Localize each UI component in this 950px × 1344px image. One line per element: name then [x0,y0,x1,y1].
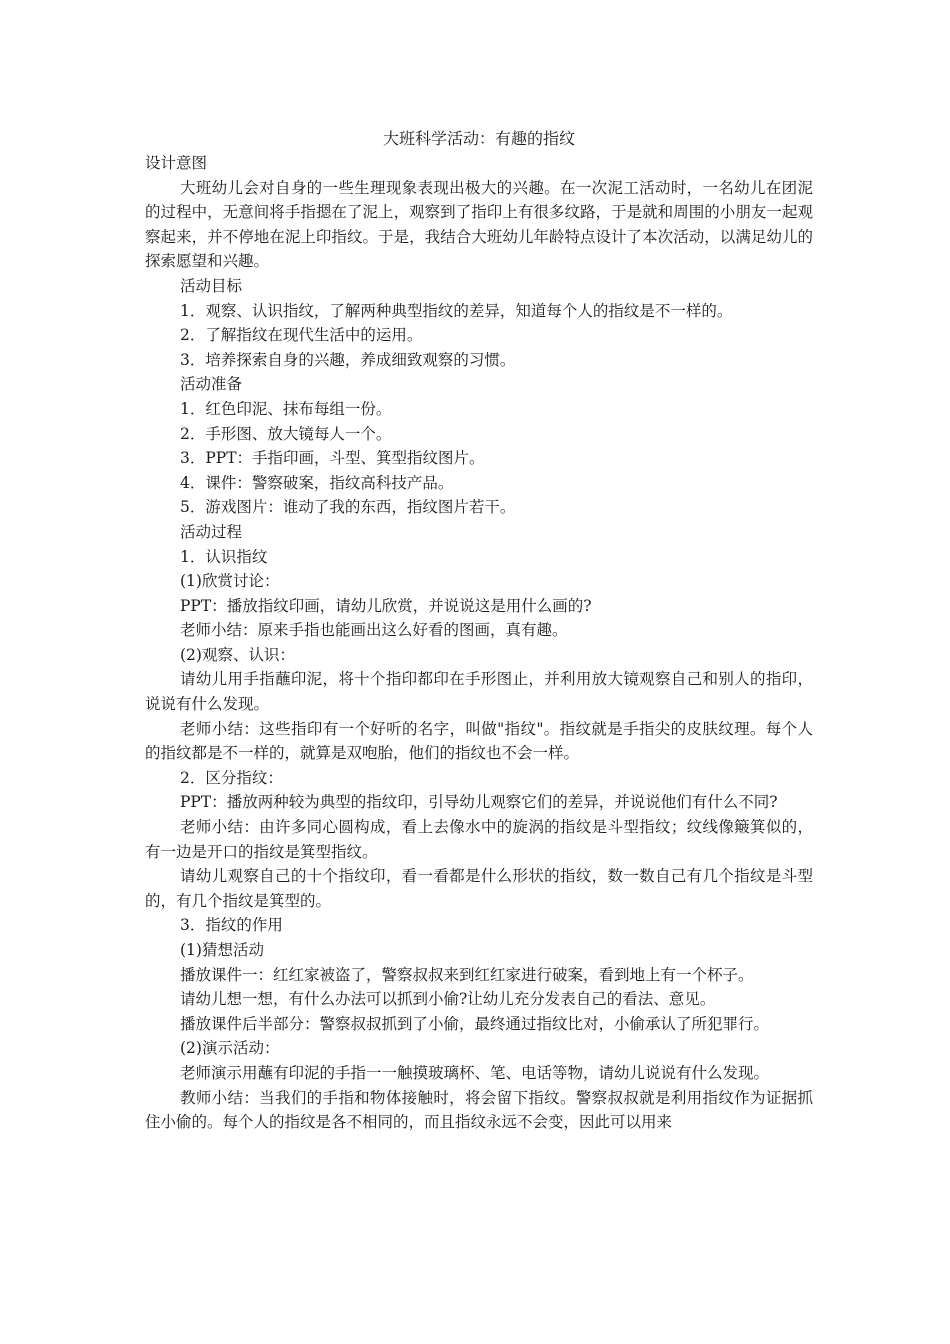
paragraph: PPT：播放两种较为典型的指纹印，引导幼儿观察它们的差异，并说说他们有什么不同? [180,793,778,812]
paragraph: 请幼儿想一想，有什么办法可以抓到小偷?让幼儿充分发表自己的看法、意见。 [180,990,716,1009]
paragraph: 4．课件：警察破案，指纹高科技产品。 [180,473,454,492]
paragraph: 播放课件一：红红家被盗了，警察叔叔来到红红家进行破案，看到地上有一个杯子。 [180,965,754,984]
paragraph: 1．红色印泥、抹布每组一份。 [180,399,392,418]
paragraph: 活动目标 [180,276,243,295]
paragraph: (1)猜想活动 [180,941,264,959]
paragraph: (1)欣赏讨论： [180,572,280,591]
document-title: 大班科学活动：有趣的指纹 [382,129,575,148]
paragraph: (2)演示活动： [180,1039,280,1058]
paragraph: 教师小结：当我们的手指和物体接触时，将会留下指纹。警察叔叔就是利用指纹作为证据抓住小偷的。每个人的指纹是各不相同的，而且指纹永远不会变，因此可以用来 [145,1088,813,1132]
paragraph: 3．PPT：手指印画，斗型、箕型指纹图片。 [180,449,485,468]
paragraph: 老师演示用蘸有印泥的手指一一触摸玻璃杯、笔、电话等物，请幼儿说说有什么发现。 [180,1063,770,1082]
paragraph: 1．认识指纹 [180,547,268,566]
paragraph-list [145,151,813,1135]
paragraph: 播放课件后半部分：警察叔叔抓到了小偷，最终通过指纹比对，小偷承认了所犯罪行。 [180,1014,770,1033]
paragraph: 活动准备 [180,375,243,394]
paragraph: 老师小结：由许多同心圆构成，看上去像水中的旋涡的指纹是斗型指纹；纹线像簸箕似的，有一边是开口的指纹是箕型指纹。 [145,818,813,861]
paragraph: 2．了解指纹在现代生活中的运用。 [180,326,423,345]
paragraph: 3．指纹的作用 [180,916,283,935]
paragraph: 请幼儿观察自己的十个指纹印，看一看都是什么形状的指纹，数一数自己有几个指纹是斗型的，有几个指纹是箕型的。 [145,867,813,910]
document-body [145,127,813,1135]
paragraph: 老师小结：这些指印有一个好听的名字，叫做"指纹"。指纹就是手指尖的皮肤纹理。每个人的指纹都是不一样的，就算是双咆胎，他们的指纹也不会一样。 [145,719,813,763]
paragraph: 2．区分指纹： [180,768,283,787]
paragraph: 2．手形图、放大镜每人一个。 [180,424,392,443]
paragraph: 老师小结：原来手指也能画出这么好看的图画，真有趣。 [180,621,568,640]
paragraph: 大班幼儿会对自身的一些生理现象表现出极大的兴趣。在一次泥工活动时，一名幼儿在团泥的过程中，无意间将手指摁在了泥上，观察到了指印上有很多纹路，于是就和周围的小朋友一起观察起来，并不停地在泥上印指纹。于是，我结合大班幼儿年龄特点设计了本次活动，以满足幼儿的探索愿望和兴趣。 [145,178,813,271]
paragraph: 请幼儿用手指蘸印泥，将十个指印都印在手形图止，并利用放大镜观察自己和别人的指印，说说有什么发现。 [145,670,813,714]
paragraph: PPT：播放指纹印画，请幼儿欣赏，并说说这是用什么画的? [180,596,592,615]
paragraph: 3．培养探索自身的兴趣，养成细致观察的习惯。 [180,350,516,369]
paragraph: 1．观察、认识指纹，了解两种典型指纹的差异，知道每个人的指纹是不一样的。 [180,301,733,320]
paragraph: 5．游戏图片：谁动了我的东西，指纹图片若干。 [180,498,516,517]
paragraph: 活动过程 [180,522,243,541]
paragraph: 设计意图 [145,154,208,172]
paragraph: (2)观察、认识： [180,645,295,664]
